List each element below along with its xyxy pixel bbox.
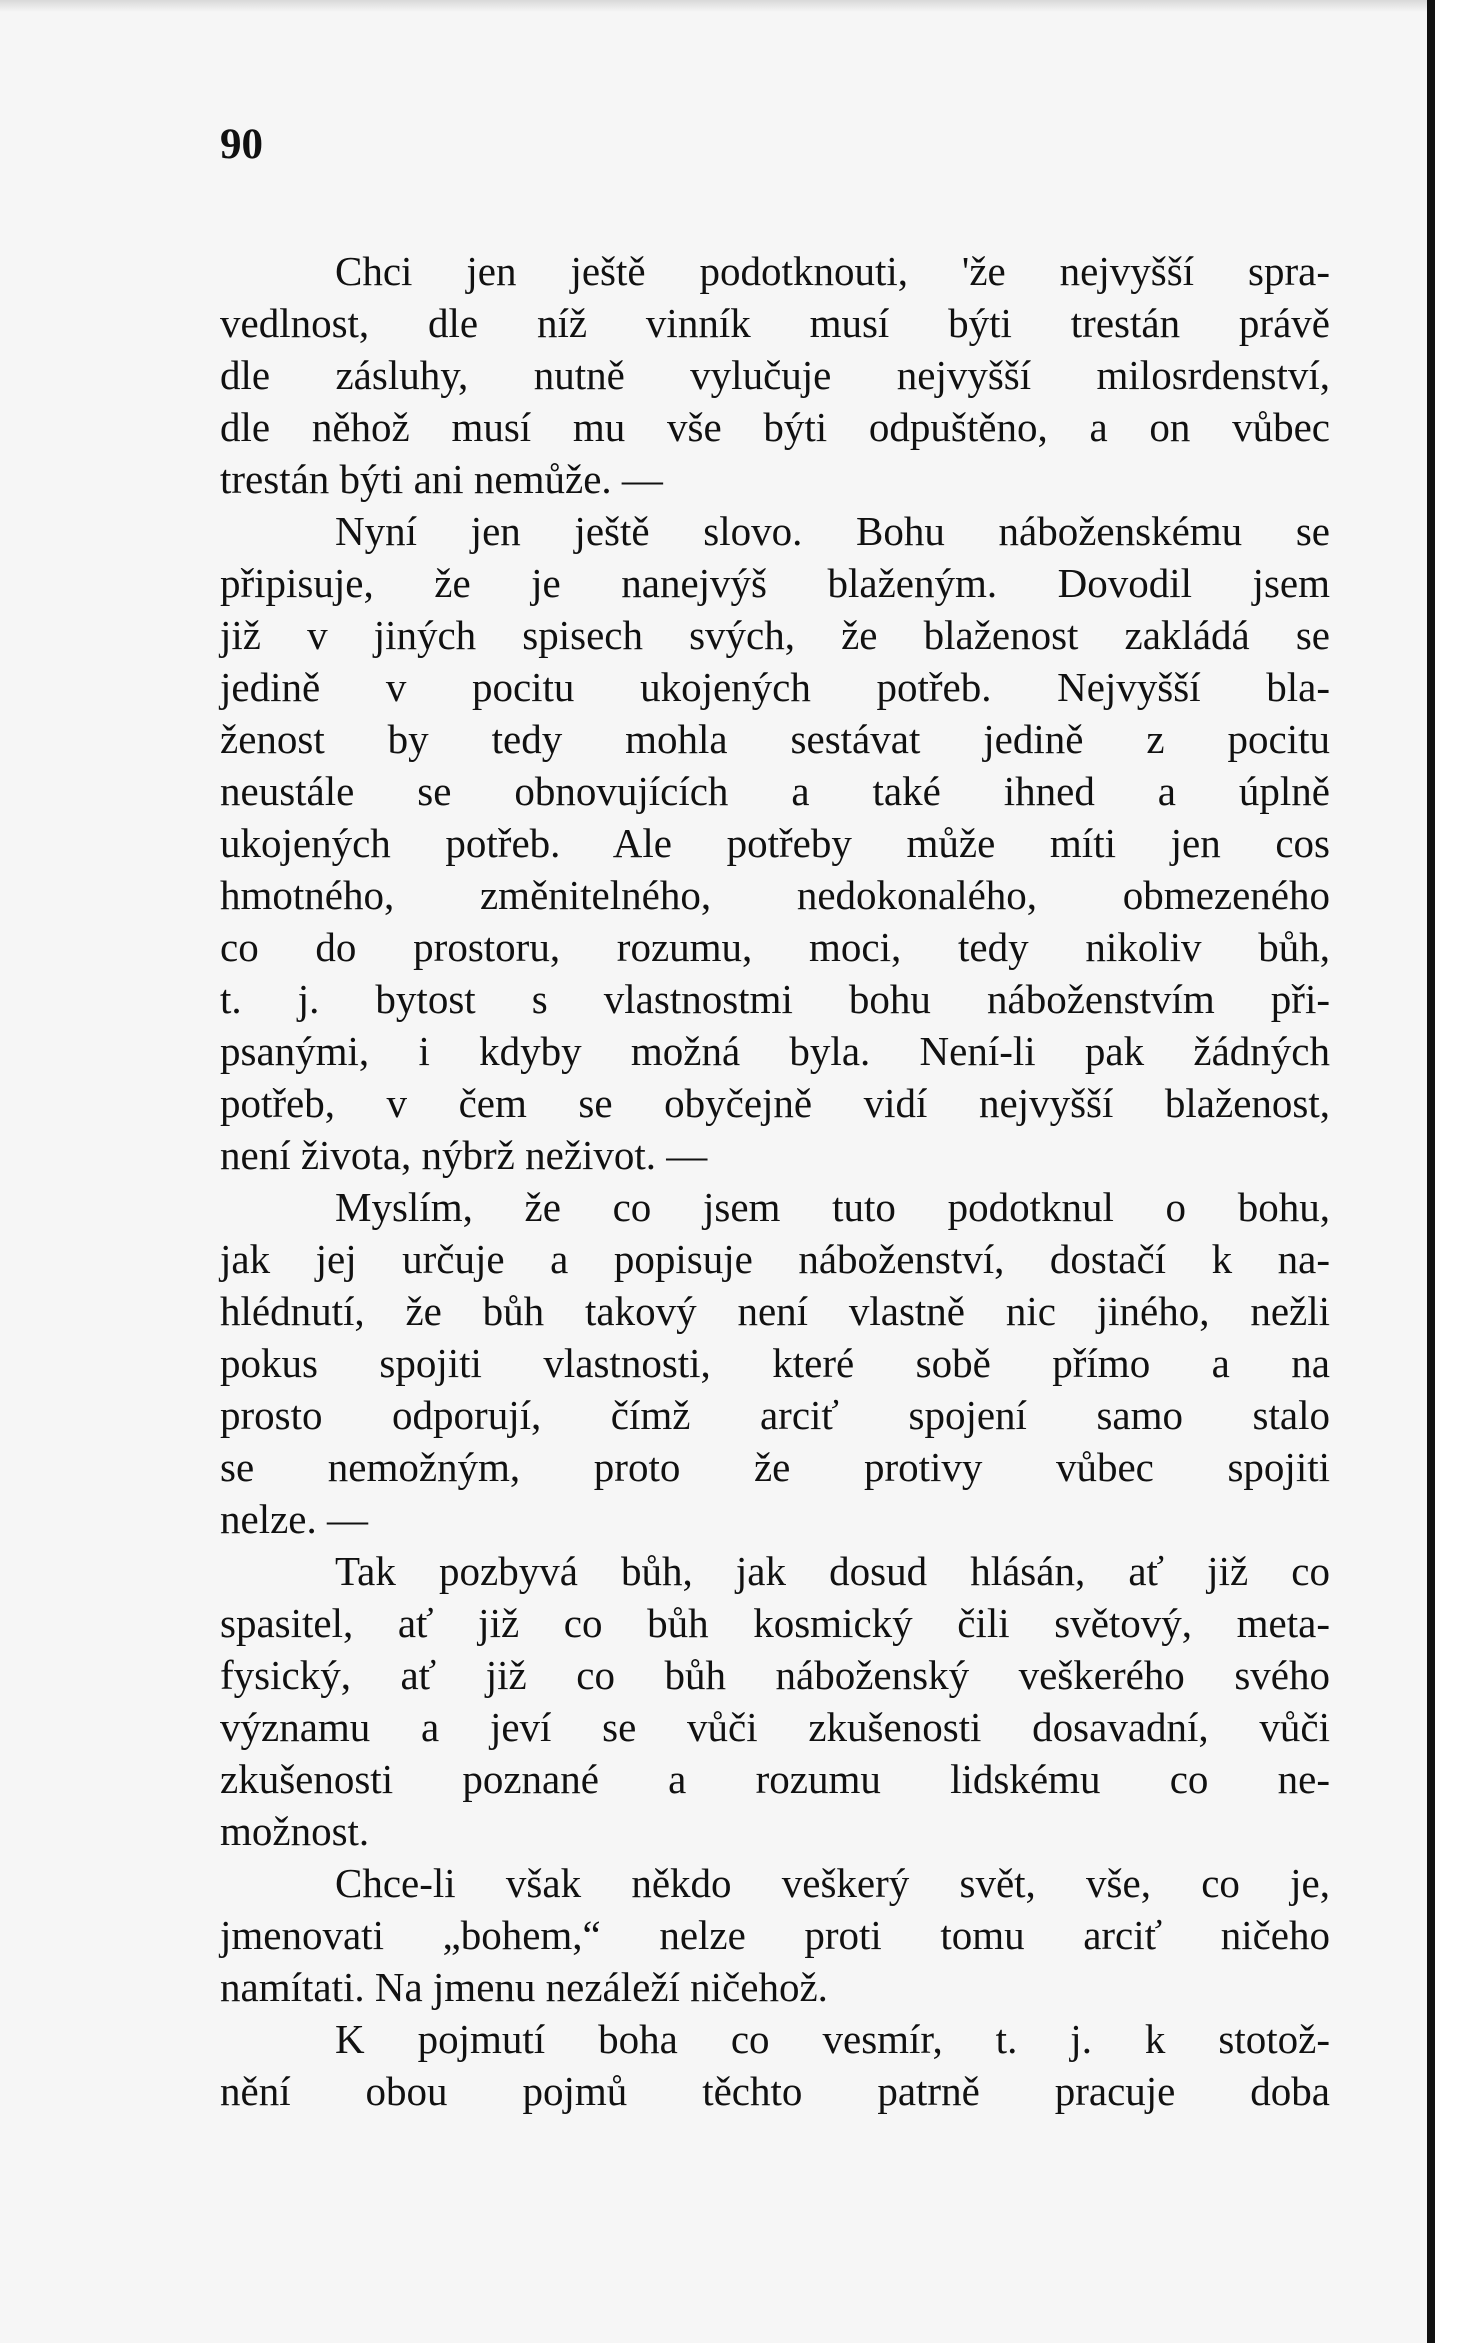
text-line: potřeb, v čem se obyčejně vidí nejvyšší blaženost,: [220, 1080, 1330, 1126]
text-line: dle něhož musí mu vše býti odpuštěno, a on vůbec: [220, 404, 1330, 450]
text-line: K pojmutí boha co vesmír, t. j. k stotož-: [335, 2016, 1330, 2062]
body-text: [220, 245, 1330, 2117]
text-line: dle zásluhy, nutně vylučuje nejvyšší milosrdenství,: [220, 352, 1330, 398]
text-line: není života, nýbrž neživot. —: [220, 1132, 708, 1178]
text-line: možnost.: [220, 1808, 370, 1854]
text-line: psanými, i kdyby možná byla. Není-li pak žádných: [220, 1028, 1330, 1074]
text-line: hlédnutí, že bůh takový není vlastně nic jiného, nežli: [220, 1288, 1330, 1334]
text-line: pokus spojiti vlastnosti, které sobě přímo a na: [220, 1340, 1330, 1386]
text-line: Tak pozbyvá bůh, jak dosud hlásán, ať již co: [335, 1548, 1330, 1594]
text-line: Nyní jen ještě slovo. Bohu náboženskému se: [335, 508, 1330, 554]
text-line: hmotného, změnitelného, nedokonalého, obmezeného: [220, 872, 1330, 918]
text-line: t. j. bytost s vlastnostmi bohu náboženstvím při-: [220, 976, 1330, 1022]
text-line: jak jej určuje a popisuje náboženství, dostačí k na-: [220, 1236, 1330, 1282]
text-line: zkušenosti poznané a rozumu lidskému co ne-: [220, 1756, 1330, 1802]
text-line: spasitel, ať již co bůh kosmický čili světový, meta-: [220, 1600, 1330, 1646]
text-line: nění obou pojmů těchto patrně pracuje doba: [220, 2068, 1330, 2114]
text-line: prosto odporují, čímž arciť spojení samo stalo: [220, 1392, 1330, 1438]
text-line: již v jiných spisech svých, že blaženost zakládá se: [220, 612, 1330, 658]
text-line: jmenovati „bohem,“ nelze proti tomu arciť ničeho: [220, 1912, 1330, 1958]
page-top-edge: [0, 0, 1475, 12]
text-line: ženost by tedy mohla sestávat jedině z pocitu: [220, 716, 1330, 762]
text-line: významu a jeví se vůči zkušenosti dosavadní, vůči: [220, 1704, 1330, 1750]
text-line: Myslím, že co jsem tuto podotknul o bohu,: [335, 1184, 1330, 1230]
text-line: fysický, ať již co bůh náboženský veškerého svého: [220, 1652, 1330, 1698]
text-line: namítati. Na jmenu nezáleží ničehož.: [220, 1964, 828, 2010]
text-line: se nemožným, proto že protivy vůbec spojiti: [220, 1444, 1330, 1490]
text-line: jedině v pocitu ukojených potřeb. Nejvyšší bla-: [220, 664, 1330, 710]
text-line: neustále se obnovujících a také ihned a úplně: [220, 768, 1330, 814]
text-line: vedlnost, dle níž vinník musí býti trestán právě: [220, 300, 1330, 346]
text-line: Chce-li však někdo veškerý svět, vše, co je,: [335, 1860, 1330, 1906]
page-number: 90: [220, 121, 263, 168]
text-line: Chci jen ještě podotknouti, 'že nejvyšší spra-: [335, 248, 1330, 294]
text-line: co do prostoru, rozumu, moci, tedy nikoliv bůh,: [220, 924, 1330, 970]
text-line: nelze. —: [220, 1496, 368, 1542]
text-line: trestán býti ani nemůže. —: [220, 456, 663, 502]
text-line: připisuje, že je nanejvýš blaženým. Dovodil jsem: [220, 560, 1330, 606]
page-binding-edge: [1427, 0, 1475, 2343]
text-line: ukojených potřeb. Ale potřeby může míti jen cos: [220, 820, 1330, 866]
